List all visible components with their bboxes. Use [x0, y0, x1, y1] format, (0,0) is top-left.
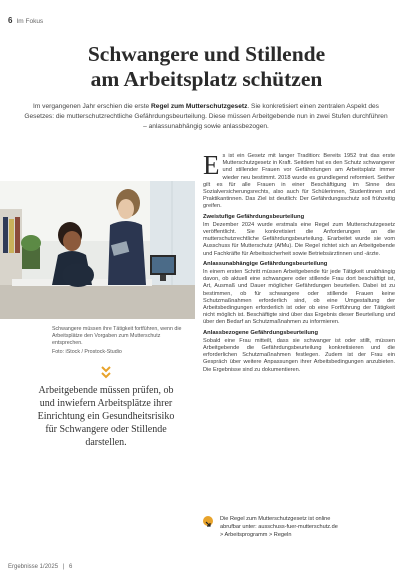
- page-footer: Ergebnisse 1/2025 | 6: [8, 564, 73, 570]
- footer-issue: Ergebnisse 1/2025: [8, 564, 59, 570]
- subheading-2: Anlassunabhängige Gefährdungsbeurteilung: [203, 260, 328, 267]
- intro-text: Im vergangenen Jahr erschien die erste Regel zum Mutterschutzgesetz. Sie konkretisiert einen zentralen Aspekt des Gesetzes: die mutterschutzrechtliche Gefährdungsbeurteilung. Diese müssen Arbeitgebende nun in zwei Stufen durchführen – anlassunabhängig sowie anlassbezogen.: [24, 103, 388, 130]
- chevron-down-icon: [100, 365, 112, 379]
- page-header: [8, 16, 43, 25]
- paragraph-3: In einem ersten Schritt müssen Arbeitgebende für jede Tätigkeit unabhängig davon, ob aktuell eine schwangere oder stillende Frau dort beschäftigt ist, Art, Ausmaß und Dauer möglicher Gefährdungen beurteilen. Dabei ist zu bestimmen, ob für schwangere oder stillende Frauen keine Schutzmaßnahmen erforderlich sind, ob eine Umgestaltung der Arbeitsbedingungen erforderlich ist oder ob eine Fortführung der Tätigkeit nicht möglich ist. Beschäftigte sind über das Ergebnis dieser Beurteilung und über den Bedarf an Schutzmaßnahmen zu informieren.: [203, 269, 395, 326]
- page-number: 6: [8, 16, 13, 25]
- arrow-icon: [203, 516, 213, 526]
- info-note: [220, 515, 370, 539]
- office-photo: [0, 181, 195, 319]
- paragraph-2: Im Dezember 2024 wurde erstmals eine Regel zum Mutterschutzgesetz veröffentlicht. Sie konkretisiert die Anforderungen an die mutterschutzrechtliche Gefährdungsbeurteilung. Erarbeitet wurde sie vom Ausschuss für Mutterschutz (AfMu). Die Regel richtet sich an Arbeitgebende und Fachkräfte für Arbeitssicherheit sowie Betriebsärztinnen und -ärzte.: [203, 221, 395, 257]
- section-label: Im Fokus: [16, 18, 44, 25]
- note-link[interactable]: abrufbar unter: ausschuss-fuer-mutterschutz.de: [220, 524, 338, 530]
- title-line-1: Schwangere und Stillende: [87, 42, 326, 66]
- subheading-3: Anlassbezogene Gefährdungsbeurteilung: [203, 329, 318, 336]
- pull-quote: Arbeitgebende müssen prüfen, ob und inwiefern Arbeitsplätze ihrer Einrichtung ein Gesundheitsrisiko für Schwangere oder Stillende darstellen.: [37, 385, 175, 448]
- photo-caption: [52, 326, 184, 356]
- office-illustration: [0, 181, 195, 319]
- page-title: [0, 42, 413, 92]
- note-line-1: Die Regel zum Mutterschutzgesetz ist online: [220, 516, 331, 522]
- note-path: > Arbeitsprogramm > Regeln: [220, 532, 292, 538]
- caption-text: Schwangere müssen ihre Tätigkeit fortführen, wenn die Arbeitsplätze den Vorgaben zum Mutterschutz entsprechen.: [52, 326, 182, 346]
- paragraph-4: Sobald eine Frau mitteilt, dass sie schwanger ist oder stillt, müssen Arbeitgebende die Gefährdungsbeurteilung konkretisieren und die erforderlichen Schutzmaßnahmen festlegen. Zudem ist der Frau ein Gespräch über weitere Anpassungen ihrer Arbeitsbedingungen anzubieten. Die Ergebnisse sind zu dokumentieren.: [203, 337, 395, 373]
- article-body: [203, 150, 395, 376]
- intro-emphasis: Regel zum Mutterschutzgesetz: [151, 103, 248, 110]
- drop-cap: E: [203, 150, 220, 180]
- title-line-2: am Arbeitsplatz schützen: [90, 67, 323, 91]
- paragraph-1: Es ist ein Gesetz mit langer Tradition: Bereits 1952 trat das erste Mutterschutzgesetz in Kraft. Seitdem hat es den Schutz schwangerer und stillender Frauen vor Gefährdungen am Arbeitsplatz immer wieder neu bestimmt. 2018 wurde es grundlegend reformiert. Seither gilt es für alle Frauen in einer Beschäftigung im Sinne des Sozialversicherungsrechts, also auch für Schülerinnen, Studentinnen und Praktikantinnen. Das Ziel ist deutlich: Der Gefährdungsschutz soll frühzeitig greifen.: [203, 150, 395, 210]
- caption-credit: Foto: iStock / Prostock-Studio: [52, 349, 122, 355]
- subheading-1: Zweistufige Gefährdungsbeurteilung: [203, 213, 305, 220]
- footer-page: 6: [68, 564, 73, 570]
